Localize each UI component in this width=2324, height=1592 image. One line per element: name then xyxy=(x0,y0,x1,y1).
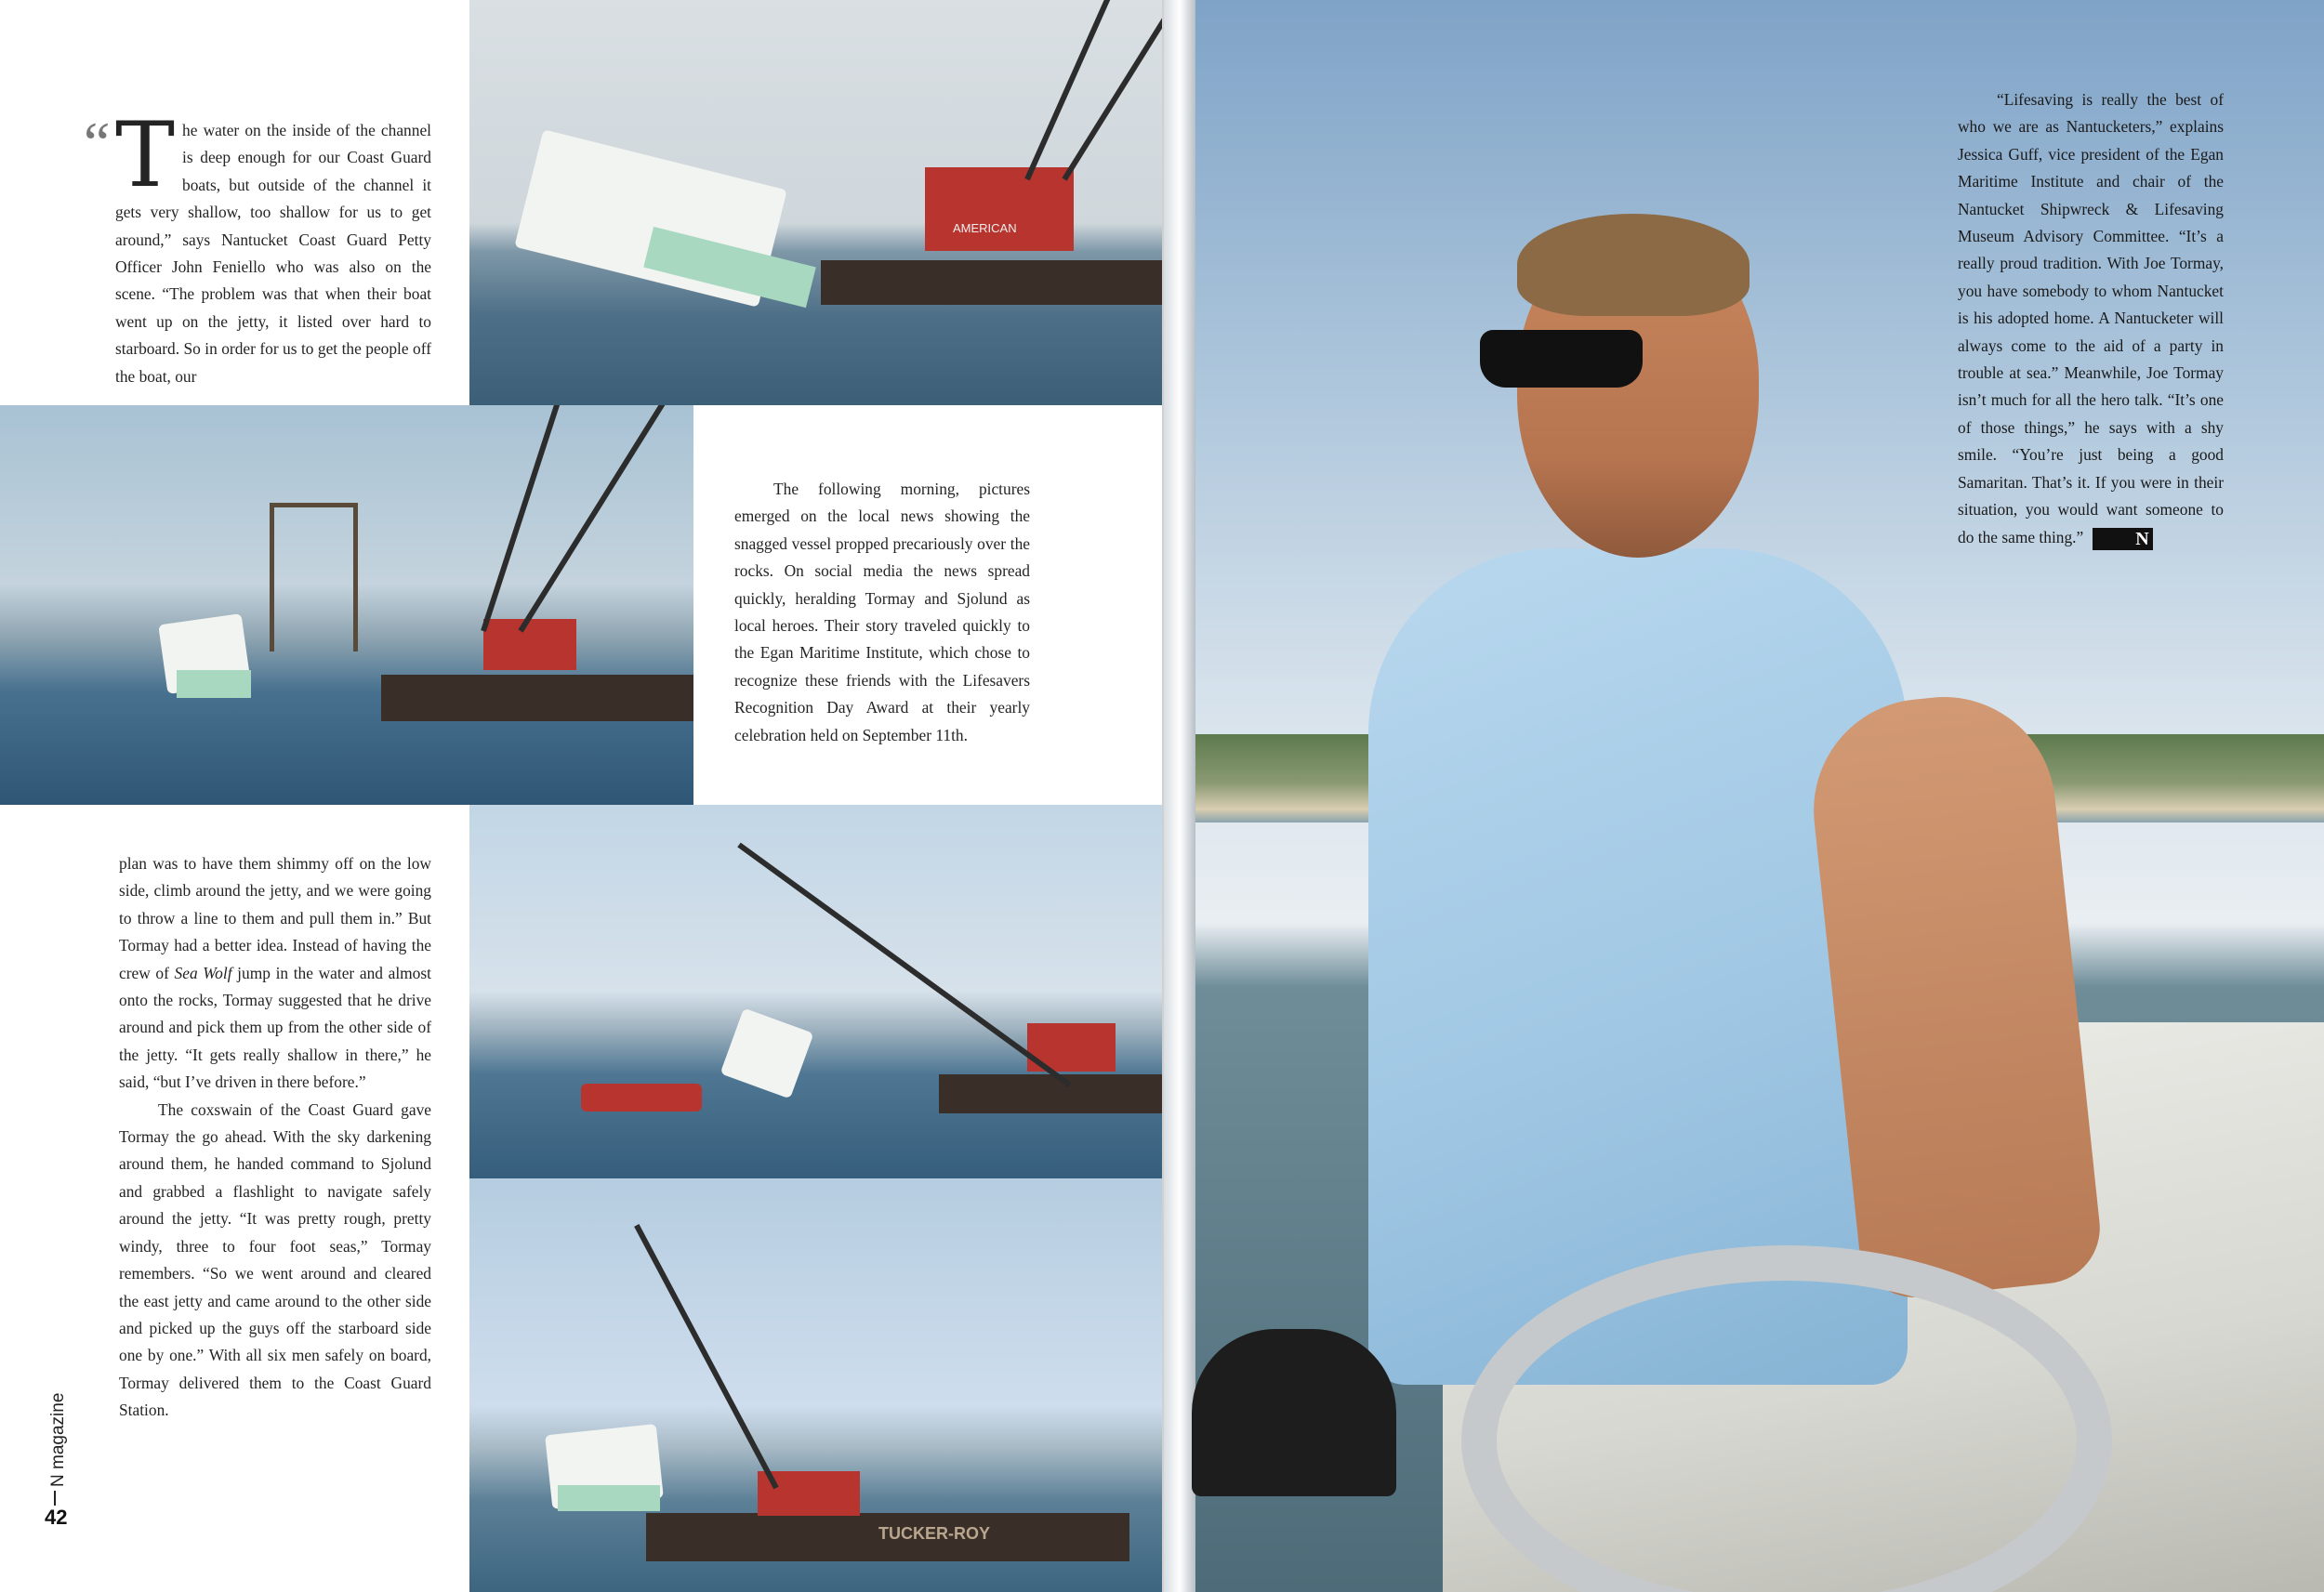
photo-listing-boat-and-crane xyxy=(469,0,1164,405)
article-column-3 xyxy=(119,850,431,1425)
article-column-1 xyxy=(115,103,431,390)
folio-divider xyxy=(54,1491,56,1506)
boat-name-sea-wolf: Sea Wolf xyxy=(174,963,232,982)
article-column-4 xyxy=(1958,86,2224,551)
column-2-text: The following morning, pictures emerged on the local news showing the snagged vessel propped precariously over the rocks. On social media the news spread quickly, heralding Tormay and Sjolund as local heroes. Their story traveled quickly to the Egan Maritime Institute, which chose to recognize these friends with the Lifesavers Recognition Day Award at their yearly celebration held on September 11th. xyxy=(734,480,1030,744)
opening-quote-mark: “ xyxy=(84,110,111,176)
folio-magazine-name: N magazine xyxy=(48,1392,68,1487)
photo-boat-hoisted-with-tug xyxy=(469,805,1164,1178)
photo-crane-lifting-spreader xyxy=(0,405,693,805)
article-column-2 xyxy=(734,476,1030,749)
drop-cap: T xyxy=(115,103,176,207)
barge-name-label: TUCKER-ROY xyxy=(878,1524,990,1543)
column-1-text: he water on the inside of the channel is deep enough for our Coast Guard boats, but outside of the channel it gets very shallow, too shallow for us to get around,” says Nantucket Coast Guard Petty Officer John Feniello who was also on the scene. “The problem was that when their boat went up on the jetty, it listed over hard to starboard. So in order for us to get the people off the boat, our xyxy=(115,121,431,386)
crane-cab-label: AMERICAN xyxy=(953,221,1017,235)
sunglasses xyxy=(1480,330,1643,388)
column-3-p1-b: jump in the water and almost onto the rocks, Tormay suggested that he drive around and pick them up from the other side of the jetty. “It gets really shallow in there,” he said, “but I’ve driven in there before.” xyxy=(119,963,431,1092)
photo-tucker-roy-barge xyxy=(469,1178,1164,1592)
column-3-p2: The coxswain of the Coast Guard gave Tormay the go ahead. With the sky darkening around them, he handed command to Sjolund and grabbed a flashlight to navigate safely around the jetty. “It was pretty rough, pretty windy, three to four foot seas,” Tormay remembers. “So we went around and cleared the east jetty and came around to the other side and picked up the guys off the starboard side one by one.” With all six men safely on board, Tormay delivered them to the Coast Guard Station. xyxy=(119,1099,431,1420)
end-mark-logo: N xyxy=(2093,528,2152,550)
page-number: 42 xyxy=(45,1506,68,1529)
column-4-text: “Lifesaving is really the best of who we are as Nantucketers,” explains Jessica Guff, vice president of the Egan Maritime Institute and chair of the Nantucket Shipwreck & Lifesaving Museum Advisory Committee. “It’s a really proud tradition. With Joe Tormay, you have somebody to whom Nantucket is his adopted home. A Nantucketer will always come to the aid of a party in trouble at sea.” Meanwhile, Joe Tormay isn’t much for all the hero talk. “It’s one of those things,” he says with a shy smile. “You’re just being a good Samaritan. That’s it. If you were in their situation, you would want someone to do the same thing.” xyxy=(1958,90,2224,546)
column-3-p1-a: plan was to have them shimmy off on the low side, climb around the jetty, and we were going to throw a line to them and pull them in.” But Tormay had a better idea. Instead of having the crew of xyxy=(119,854,431,982)
